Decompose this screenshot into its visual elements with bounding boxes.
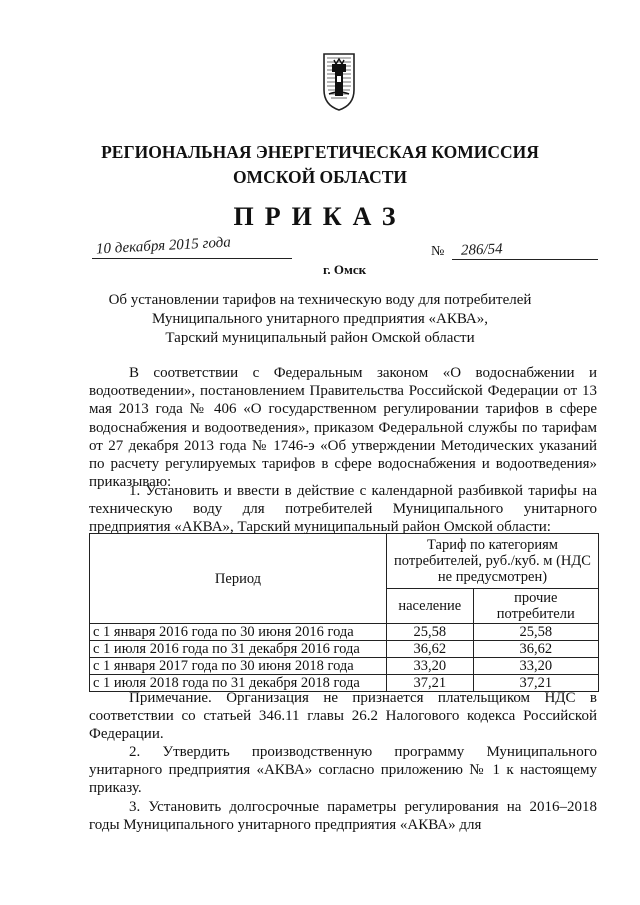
item-1-paragraph: 1. Установить и ввести в действие с календарной разбивкой тарифы на техническую воду для потребителей Муниципального унитарного предприятия «АКВА», Тарский муниципальный район Омской области: [89,483,597,536]
row-population-value: 37,21 [387,675,474,692]
header-population: население [387,589,474,624]
number-underline [452,259,598,260]
subject-line2: Муниципального унитарного предприятия «АКВА», [151,311,489,327]
document-subject [0,291,640,348]
date-underline [92,258,292,259]
row-period: с 1 июля 2016 года по 31 декабря 2016 года [90,641,387,658]
row-population-value: 33,20 [387,658,474,675]
item-2-paragraph: 2. Утвердить производственную программу Муниципального унитарного предприятия «АКВА» согласно приложению № 1 к настоящему приказу. [89,744,597,797]
table-row [90,624,599,641]
row-other-value: 33,20 [473,658,598,675]
preamble-paragraph: В соответствии с Федеральным законом «О водоснабжении и водоотведении», постановлением Правительства Российской Федерации от 13 мая 2013 года № 406 «О государственном регулировании тарифов в сфере водоснабжения и водоотведения», приказом Федеральной службы по тарифам от 27 декабря 2013 года № 1746-э «Об утверждении Методических указаний по расчету регулируемых тарифов в сфере водоснабжения и водоотведения» приказываю: [89,365,597,491]
row-period: с 1 января 2017 года по 30 июня 2018 года [90,658,387,675]
document-type-title: ПРИКАЗ [233,202,407,231]
number-label: № [431,244,445,259]
document-number: 286/54 [460,241,503,259]
document-date: 10 декабря 2015 года [95,234,232,258]
coat-of-arms-icon [321,50,357,112]
item-3-paragraph: 3. Установить долгосрочные параметры регулирования на 2016–2018 годы Муниципального унитарного предприятия «АКВА» для [89,799,597,834]
tariffs-table [89,533,599,692]
row-period: с 1 января 2016 года по 30 июня 2016 года [90,624,387,641]
row-other-value: 37,21 [473,675,598,692]
row-population-value: 36,62 [387,641,474,658]
table-row [90,641,599,658]
header-other-consumers: прочие потребители [473,589,598,624]
org-name-line2: ОМСКОЙ ОБЛАСТИ [232,167,408,187]
subject-line1: Об установлении тарифов на техническую воду для потребителей [108,292,532,308]
row-population-value: 25,58 [387,624,474,641]
org-name-line1: РЕГИОНАЛЬНАЯ ЭНЕРГЕТИЧЕСКАЯ КОМИССИЯ [101,142,539,162]
table-row [90,658,599,675]
header-period: Период [90,534,387,624]
city: г. Омск [323,262,367,277]
row-other-value: 25,58 [473,624,598,641]
table-header-row [90,534,599,589]
row-other-value: 36,62 [473,641,598,658]
note-paragraph: Примечание. Организация не признается плательщиком НДС в соответствии со статьей 346.11 главы 26.2 Налогового кодекса Российской Федерации. [89,690,597,743]
subject-line3: Тарский муниципальный район Омской области [165,330,475,346]
header-tariff-group: Тариф по категориям потребителей, руб./куб. м (НДС не предусмотрен) [387,534,599,589]
row-period: с 1 июля 2018 года по 31 декабря 2018 года [90,675,387,692]
